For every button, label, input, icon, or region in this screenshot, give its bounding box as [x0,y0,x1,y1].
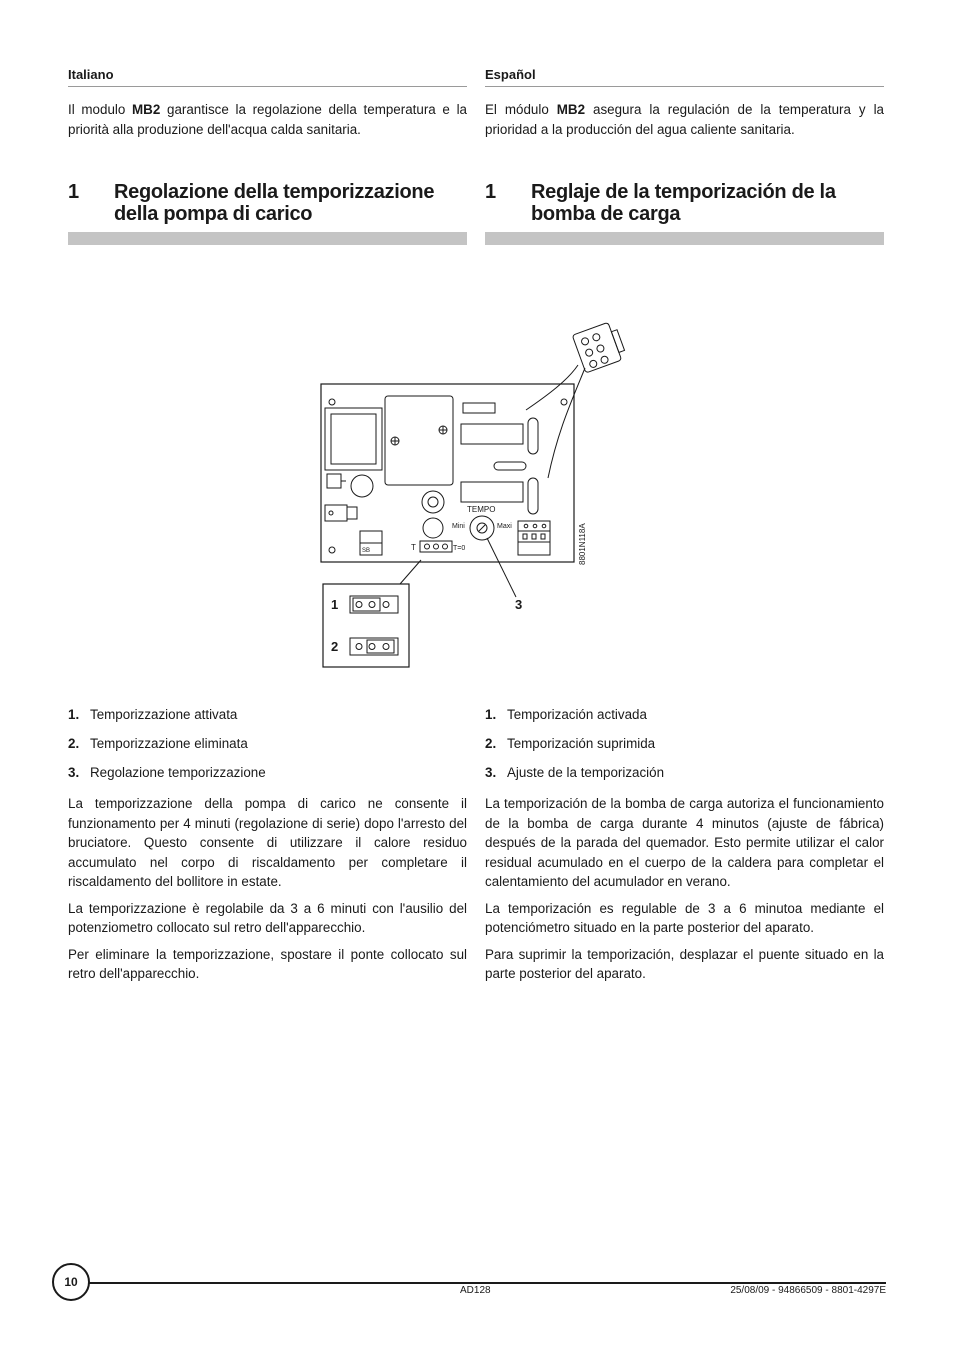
knob-indicator [479,525,485,531]
terminal-pin [541,534,545,539]
legend-text: Temporización suprimida [507,736,656,751]
paragraph: La temporizzazione è regolabile da 3 a 6 minuti con l'ausilio del potenziometro collocato sul retro dell'apparecchio. [68,900,467,935]
maxi-label: Maxi [497,523,512,530]
connector-pin [589,359,598,368]
mini-label: Mini [452,523,465,530]
connector-pin [596,344,605,353]
legend-number: 1. [68,707,80,722]
sb-label: SB [362,548,371,554]
intro-italian-model: MB2 [132,102,161,117]
connector-latch [611,330,624,353]
jumper-pin [425,544,430,549]
callout-3: 3 [515,597,523,612]
legend-number: 3. [68,765,80,780]
legend-item [485,707,884,736]
jumper-position-1 [350,596,398,613]
jumper-bridge [353,598,380,611]
intro-spanish [485,100,884,139]
page-number: 10 [52,1263,90,1301]
section-title: Regolazione della temporizzazione della pompa di carico [114,181,435,225]
legend-item [68,765,467,794]
footer-rule [86,1282,886,1284]
jumper-position-2 [350,638,398,655]
terminal-pin [533,524,537,528]
legend-item [485,765,884,794]
paragraph: Per eliminare la temporizzazione, spostare il ponte collocato sul retro dell'apparecchio. [68,946,467,981]
terminal-pin [532,534,536,539]
language-heading-spanish: Español [485,67,884,87]
callout-1: 1 [331,597,339,612]
paragraph: La temporización de la bomba de carga autoriza el funcionamiento de la bomba de carga durante 4 minutos (ajuste de fábrica) después de la parada del quemador. Esto permite utilizar el calor residual acumulado en el cuerpo de la caldera para completar el calentamiento del acumulador en verano. [485,796,884,889]
section-bar [68,232,467,245]
mount-hole [561,399,567,405]
intro-italian-post: garantisce la regolazione della temperatura e la priorità alla produzione dell'acqua calda sanitaria. [68,102,467,137]
legend-text: Temporizzazione eliminata [90,736,248,751]
mount-hole [329,547,335,553]
jumper-pin [356,602,362,608]
transformer [325,408,382,470]
buzzer-center [428,497,438,507]
intro-italian-pre: Il modulo [68,102,133,117]
section-heading-italian [68,181,467,245]
section-number: 1 [68,181,80,203]
component [327,474,341,488]
legend-italian [68,707,467,794]
jumper-pin [369,644,375,650]
buzzer [422,491,444,513]
jumper-pin [443,544,448,549]
tempo-label: TEMPO [467,505,496,514]
terminal-pin [523,534,527,539]
legend-spanish [485,707,884,794]
jumper-bridge [367,640,394,653]
resistor [528,478,538,514]
legend-number: 3. [485,765,497,780]
resistor [528,418,538,454]
paragraph: La temporización es regulable de 3 a 6 minutoa mediante el potenciómetro situado en la parte posterior del aparato. [485,900,884,935]
legend-text: Temporización activada [507,707,647,722]
language-heading-italian: Italiano [68,67,467,87]
jumper-pin [434,544,439,549]
legend-item [485,736,884,765]
legend-text: Ajuste de la temporización [507,765,665,780]
legend-number: 2. [68,736,80,751]
section-title: Reglaje de la temporización de la bomba de carga [531,181,836,225]
t0-label: T=0 [453,545,466,552]
leader-line [400,560,421,584]
jumper-pin [383,644,389,650]
capacitor [351,475,373,497]
connector-pin [592,333,601,342]
intro-spanish-post: asegura la regulación de la temperatura y la prioridad a la producción del agua caliente sanitaria. [485,102,885,137]
section-heading-spanish [485,181,884,245]
body-spanish [485,794,884,991]
chip [461,482,523,502]
jumper-pin [356,644,362,650]
terminal-pin [524,524,528,528]
intro-spanish-model: MB2 [556,102,586,117]
capacitor [423,518,443,538]
connector-pin [585,348,594,357]
connector-plug [572,320,627,373]
connector-pin [600,355,609,364]
paragraph: Para suprimir la temporización, desplazar el puente situado en la parte posterior del aparato. [485,946,884,981]
intro-spanish-pre: El módulo [485,102,557,117]
document-code: AD128 [460,1285,491,1296]
connector-pin [581,337,590,346]
module-diagram [310,318,630,670]
jumper-pin [383,602,389,608]
legend-item [68,707,467,736]
reference-code: 8801N118A [578,523,587,565]
fuse [494,462,526,470]
transformer-core [331,414,376,464]
section-number: 1 [485,181,497,203]
regulator-tab [347,507,357,519]
regulator [325,505,347,521]
section-bar [485,232,884,245]
legend-number: 1. [485,707,497,722]
chip [461,424,523,444]
legend-number: 2. [485,736,497,751]
leader-line [487,538,516,597]
t-label: T [411,543,416,552]
legend-item [68,736,467,765]
body-italian [68,794,467,991]
intro-italian [68,100,467,139]
legend-text: Regolazione temporizzazione [90,765,266,780]
callout-2: 2 [331,639,339,654]
jumper-pin [369,602,375,608]
mount-hole [329,399,335,405]
terminal-pin [542,524,546,528]
legend-text: Temporizzazione attivata [90,707,238,722]
pin [329,511,333,515]
document-reference: 25/08/09 - 94866509 - 8801-4297E [730,1285,886,1296]
chip [463,403,495,413]
paragraph: La temporizzazione della pompa di carico ne consente il funzionamento per 4 minuti (regolazione di serie) dopo l'arresto del bruciatore. Questo consente di utilizzare il calore residuo accumulato nel corpo di riscaldamento per completare il riscaldamento del bollitore in estate. [68,796,467,889]
